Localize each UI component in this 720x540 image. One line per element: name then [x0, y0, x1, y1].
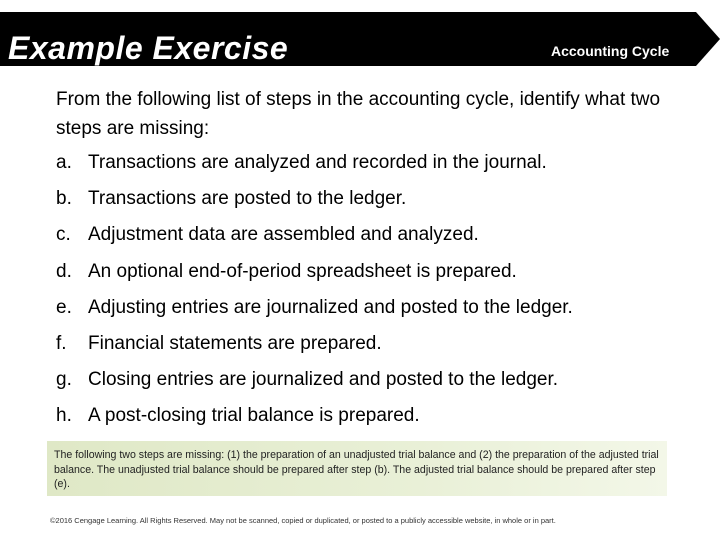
steps-list: [56, 145, 706, 435]
step-text: Adjustment data are assembled and analyzed.: [88, 224, 479, 246]
step-letter: g.: [56, 369, 72, 391]
exercise-prompt: From the following list of steps in the accounting cycle, identify what two steps are missing:: [56, 89, 661, 139]
section-subtitle: Accounting Cycle: [551, 43, 670, 59]
step-text: Financial statements are prepared.: [88, 332, 382, 354]
step-text: A post-closing trial balance is prepared.: [88, 405, 420, 427]
step-letter: a.: [56, 152, 72, 173]
step-letter: f.: [56, 332, 67, 354]
list-item: [56, 181, 706, 217]
list-item: [56, 254, 706, 290]
step-letter: e.: [56, 296, 72, 318]
step-letter: d.: [56, 260, 72, 282]
step-text: An optional end-of-period spreadsheet is prepared.: [88, 260, 517, 282]
list-item: [56, 326, 706, 362]
step-text: Adjusting entries are journalized and posted to the ledger.: [88, 296, 573, 318]
page-title: Example Exercise: [8, 30, 289, 66]
list-item: [56, 217, 706, 253]
step-letter: b.: [56, 188, 72, 210]
copyright-notice: ©2016 Cengage Learning. All Rights Reserved. May not be scanned, copied or duplicated, or posted to a publicly accessible website, in whole or in part.: [50, 516, 556, 525]
header-banner: [0, 12, 720, 66]
step-letter: h.: [56, 405, 72, 427]
list-item: [56, 362, 706, 398]
list-item: [56, 290, 706, 326]
answer-box: The following two steps are missing: (1) the preparation of an unadjusted trial balance and (2) the preparation of the adjusted trial balance. The unadjusted trial balance should be prepared after step (b). The adjusted trial balance should be prepared after step (e).: [47, 441, 667, 496]
step-text: Transactions are analyzed and recorded in the journal.: [88, 152, 547, 173]
step-letter: c.: [56, 224, 71, 246]
list-item: [56, 398, 706, 434]
step-text: Closing entries are journalized and posted to the ledger.: [88, 369, 559, 391]
step-text: Transactions are posted to the ledger.: [88, 188, 407, 210]
list-item: [56, 145, 706, 181]
